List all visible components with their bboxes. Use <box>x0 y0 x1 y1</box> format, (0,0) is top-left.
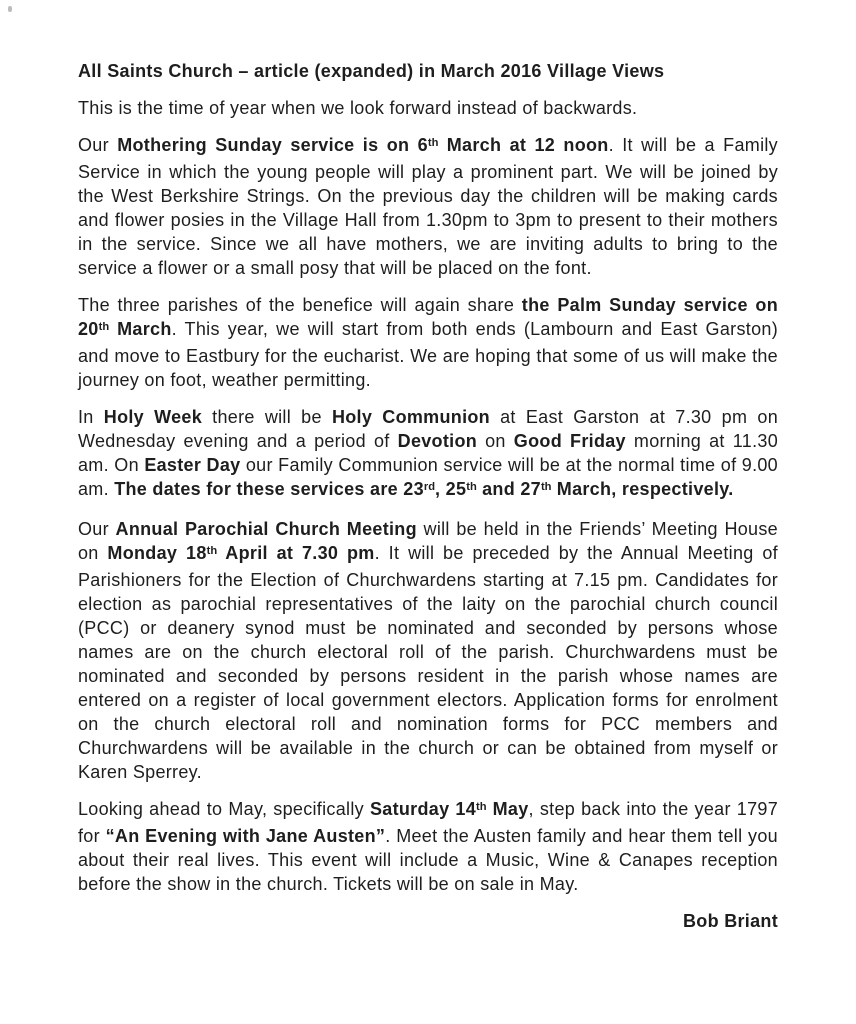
text-run: will be held in the Friends’ Meeting House on <box>78 519 778 563</box>
bold-run: Mothering Sunday service is on 6 <box>117 135 428 155</box>
text-run: , step back into the year 1797 for <box>78 799 779 846</box>
text-run: there will be <box>202 407 332 427</box>
paragraph <box>78 96 778 120</box>
text-run: at East Garston at 7.30 pm on Wednesday evening and a period of <box>78 407 779 451</box>
bold-run: and 27 <box>476 479 541 499</box>
bold-run: May <box>486 799 529 819</box>
bold-run: Holy Week <box>103 407 203 427</box>
bold-run: Devotion <box>397 431 478 451</box>
paragraph <box>78 797 778 896</box>
superscript-run: rd <box>423 480 436 493</box>
bold-run: Good Friday <box>513 431 626 451</box>
paragraph <box>78 133 778 280</box>
text-run: . It will be a Family Service in which the young people will play a prominent part. We will be joined by the West Berkshire Strings. On the previous day the children will be making cards and flower posies in the Village Hall from 1.30pm to 3pm to present to their mothers in the service. Since we all have mothers, we are inviting adults to bring to the service a flower or a small posy that will be placed on the font. <box>78 135 778 278</box>
text-run: Our <box>78 519 116 539</box>
text-run: In <box>78 407 104 427</box>
text-run: . It will be preceded by the Annual Meeting of Parishioners for the Election of Churchwardens starting at 7.15 pm. Candidates for election as parochial representatives of the laity on the parochial church council (PCC) or deanery synod must be nominated and seconded by persons whose names are on the church electoral roll of the parish. Churchwardens must be nominated and seconded by persons resident in the parish whose names are entered on a register of local government electors. Application forms for enrolment on the church electoral roll and nomination forms for PCC members and Churchwardens will be available in the church or can be obtained from myself or Karen Sperrey. <box>78 543 778 782</box>
superscript-run: th <box>466 480 477 493</box>
text-run: Looking ahead to May, specifically <box>78 799 370 819</box>
bold-run: The dates for these services are 23 <box>114 479 424 499</box>
superscript-run: th <box>98 320 110 333</box>
bold-run: March <box>109 319 172 339</box>
article-paragraphs <box>78 96 778 896</box>
bold-run: Holy Communion <box>331 407 490 427</box>
bold-run: March, respectively. <box>551 479 734 499</box>
text-run: morning at 11.30 am. On <box>78 431 779 475</box>
superscript-run: th <box>206 544 218 557</box>
text-run: Our <box>78 135 118 155</box>
bold-run: March at 12 noon <box>438 135 609 155</box>
bold-run: Saturday 14 <box>369 799 477 819</box>
text-run: our Family Communion service will be at the normal time of 9.00 am. <box>78 455 778 499</box>
bold-run: the Palm Sunday service on 20 <box>78 295 778 339</box>
paragraph <box>78 293 778 392</box>
scan-speck-artifact <box>8 6 12 12</box>
bold-run: Monday 18 <box>107 543 207 563</box>
text-run: . This year, we will start from both ends (Lambourn and East Garston) and move to Eastbury for the eucharist. We are hoping that some of us will make the journey on foot, weather permitting. <box>78 319 778 390</box>
text-run: . Meet the Austen family and hear them tell you about their real lives. This event will include a Music, Wine & Canapes reception before the show in the church. Tickets will be on sale in May. <box>78 826 778 894</box>
superscript-run: th <box>540 480 552 493</box>
paragraph <box>78 405 778 504</box>
superscript-run: th <box>427 136 439 149</box>
author-signature: Bob Briant <box>683 911 778 931</box>
text-run: This is the time of year when we look forward instead of backwards. <box>78 98 638 118</box>
text-run: on <box>477 431 514 451</box>
bold-run: “An Evening with Jane Austen” <box>105 826 386 846</box>
bold-run: Annual Parochial Church Meeting <box>115 519 417 539</box>
superscript-run: th <box>476 800 487 813</box>
text-run: The three parishes of the benefice will again share <box>78 295 522 315</box>
article-title: All Saints Church – article (expanded) in March 2016 Village Views <box>78 61 665 81</box>
bold-run: April at 7.30 pm <box>217 543 375 563</box>
bold-run: Easter Day <box>144 455 241 475</box>
bold-run: , 25 <box>435 479 467 499</box>
paragraph <box>78 517 778 784</box>
